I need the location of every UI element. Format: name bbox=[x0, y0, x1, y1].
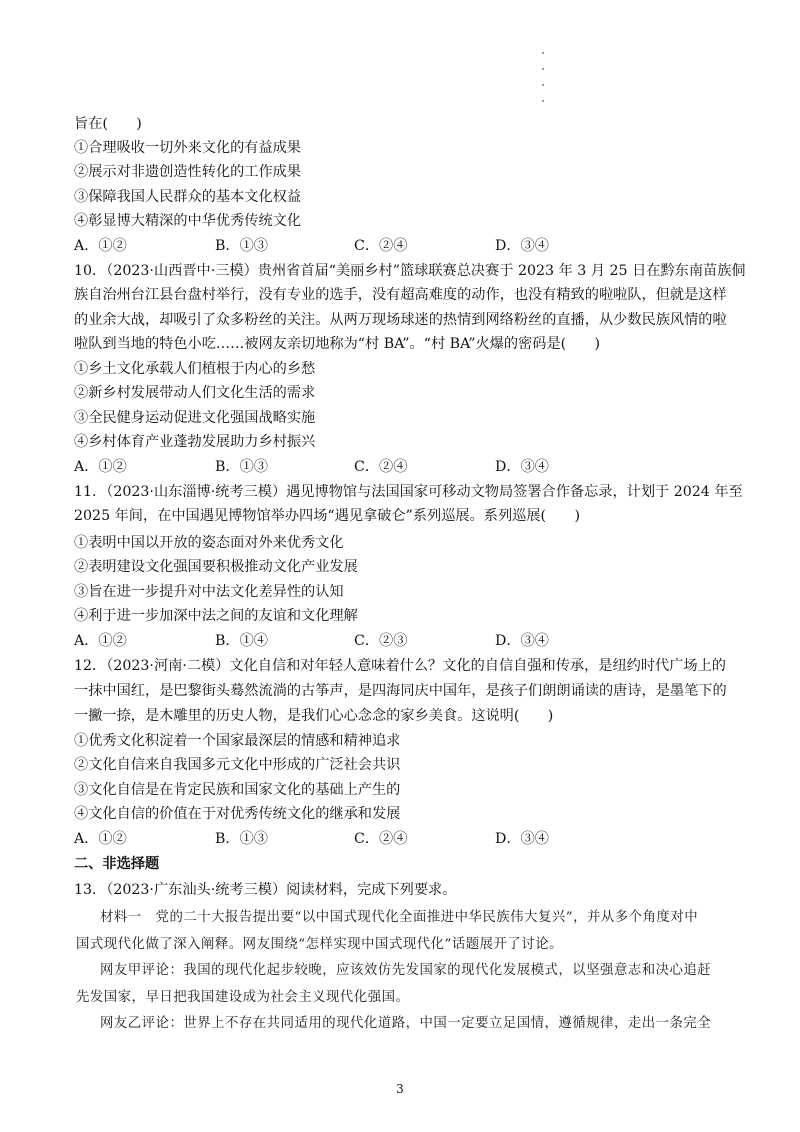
page-number: 3 bbox=[396, 1082, 404, 1096]
q12-statement-4: ④文化自信的价值在于对优秀传统文化的继承和发展 bbox=[74, 806, 401, 822]
q12-stem-line-1: 12．（2023·河南·二模）文化自信和对年轻人意味着什么？文化的自信自强和传承，是纽约时代广场上的 bbox=[74, 658, 726, 674]
q10-option-d[interactable]: D．③④ bbox=[495, 459, 549, 475]
q12-statement-1: ①优秀文化积淀着一个国家最深层的情感和精神追求 bbox=[74, 733, 401, 749]
q10-stem-line-3: 的业余大战，却吸引了众多粉丝的关注。从两万现场球迷的热情到网络粉丝的直播，从少数民族风情的啦 bbox=[74, 312, 727, 328]
q12-statement-2: ②文化自信来自我国多元文化中形成的广泛社会共识 bbox=[74, 757, 401, 773]
q11-stem-line-1: 11．（2023·山东淄博·统考三模）遇见博物馆与法国国家可移动文物局签署合作备忘录，计划于 2024 年至 bbox=[74, 484, 743, 500]
q10-statement-3: ③全民健身运动促进文化强国战略实施 bbox=[74, 410, 316, 426]
q9-option-b[interactable]: B．①③ bbox=[215, 238, 268, 254]
q12-stem-line-3: 一撇一捺，是木雕里的历史人物，是我们心心念念的家乡美食。这说明( ) bbox=[74, 708, 554, 724]
q11-stem-line-2: 2025 年间，在中国遇见博物馆举办四场“遇见拿破仑”系列巡展。系列巡展( ) bbox=[74, 508, 581, 524]
q11-options bbox=[74, 631, 594, 651]
q9-stem-end: 旨在( ) bbox=[74, 116, 142, 132]
q10-stem-line-2: 族自治州台江县台盘村举行，没有专业的选手，没有超高难度的动作，也没有精致的啦啦队，但就是这样 bbox=[74, 287, 727, 303]
q10-option-b[interactable]: B．①③ bbox=[215, 459, 268, 475]
netizen-b-line-1: 网友乙评论：世界上不存在共同适用的现代化道路，中国一定要立足国情，遵循规律，走出一条完全 bbox=[100, 1016, 712, 1031]
q9-statement-4: ④彰显博大精深的中华优秀传统文化 bbox=[74, 213, 302, 229]
material-1-line-1: 材料一 党的二十大报告提出要“以中国式现代化全面推进中华民族伟大复兴”，并从多个角度对中 bbox=[100, 910, 699, 925]
q10-stem-line-1: 10．（2023·山西晋中·三模）贵州省首届“美丽乡村”篮球联赛总决赛于 2023 年 3 月 25 日在黔东南苗族侗 bbox=[74, 263, 746, 279]
q10-statement-1: ①乡土文化承载人们植根于内心的乡愁 bbox=[74, 361, 316, 377]
q9-option-d[interactable]: D．③④ bbox=[495, 238, 549, 254]
q10-option-a[interactable]: A．①② bbox=[74, 459, 127, 475]
q9-statement-3: ③保障我国人民群众的基本文化权益 bbox=[74, 189, 302, 205]
q10-options bbox=[74, 457, 594, 477]
q10-stem-line-4: 啦队到当地的特色小吃……被网友亲切地称为“村 BA”。“村 BA”火爆的密码是( ) bbox=[74, 336, 601, 352]
q12-option-a[interactable]: A．①② bbox=[74, 831, 127, 847]
q11-statement-2: ②表明建设文化强国要积极推动文化产业发展 bbox=[74, 559, 358, 575]
q11-option-c[interactable]: C．②③ bbox=[354, 633, 408, 649]
q9-option-c[interactable]: C．②④ bbox=[354, 238, 408, 254]
q9-option-a[interactable]: A．①② bbox=[74, 238, 127, 254]
netizen-a-line-1: 网友甲评论：我国的现代化起步较晚，应该效仿先发国家的现代化发展模式，以坚强意志和决心追赶 bbox=[100, 963, 712, 978]
netizen-a-line-2: 先发国家，早日把我国建设成为社会主义现代化强国。 bbox=[76, 990, 410, 1005]
q11-statement-3: ③旨在进一步提升对中法文化差异性的认知 bbox=[74, 584, 344, 600]
q11-option-b[interactable]: B．①④ bbox=[215, 633, 268, 649]
q9-statement-1: ①合理吸收一切外来文化的有益成果 bbox=[74, 140, 302, 156]
q11-option-a[interactable]: A．①② bbox=[74, 633, 127, 649]
material-1-line-2: 国式现代化做了深入阐释。网友围绕“怎样实现中国式现代化”话题展开了讨论。 bbox=[76, 937, 563, 952]
q12-stem-line-2: 一抹中国红，是巴黎街头蓦然流淌的古筝声，是四海同庆中国年，是孩子们朗朗诵读的唐诗，是墨笔下的 bbox=[74, 683, 727, 699]
section-heading: 二、非选择题 bbox=[74, 856, 160, 872]
margin-dots bbox=[542, 52, 546, 116]
q11-statement-1: ①表明中国以开放的姿态面对外来优秀文化 bbox=[74, 535, 344, 551]
q12-option-d[interactable]: D．③④ bbox=[495, 831, 549, 847]
q12-option-b[interactable]: B．①③ bbox=[215, 831, 268, 847]
q11-statement-4: ④利于进一步加深中法之间的友谊和文化理解 bbox=[74, 608, 358, 624]
q9-options bbox=[74, 236, 594, 256]
q10-statement-4: ④乡村体育产业蓬勃发展助力乡村振兴 bbox=[74, 434, 316, 450]
q12-options bbox=[74, 829, 594, 849]
q10-option-c[interactable]: C．②④ bbox=[354, 459, 408, 475]
q9-statement-2: ②展示对非遗创造性转化的工作成果 bbox=[74, 164, 302, 180]
q10-statement-2: ②新乡村发展带动人们文化生活的需求 bbox=[74, 385, 316, 401]
q12-option-c[interactable]: C．②④ bbox=[354, 831, 408, 847]
q13-stem: 13．（2023·广东汕头·统考三模）阅读材料，完成下列要求。 bbox=[74, 882, 457, 898]
q11-option-d[interactable]: D．③④ bbox=[495, 633, 549, 649]
q12-statement-3: ③文化自信是在肯定民族和国家文化的基础上产生的 bbox=[74, 782, 401, 798]
